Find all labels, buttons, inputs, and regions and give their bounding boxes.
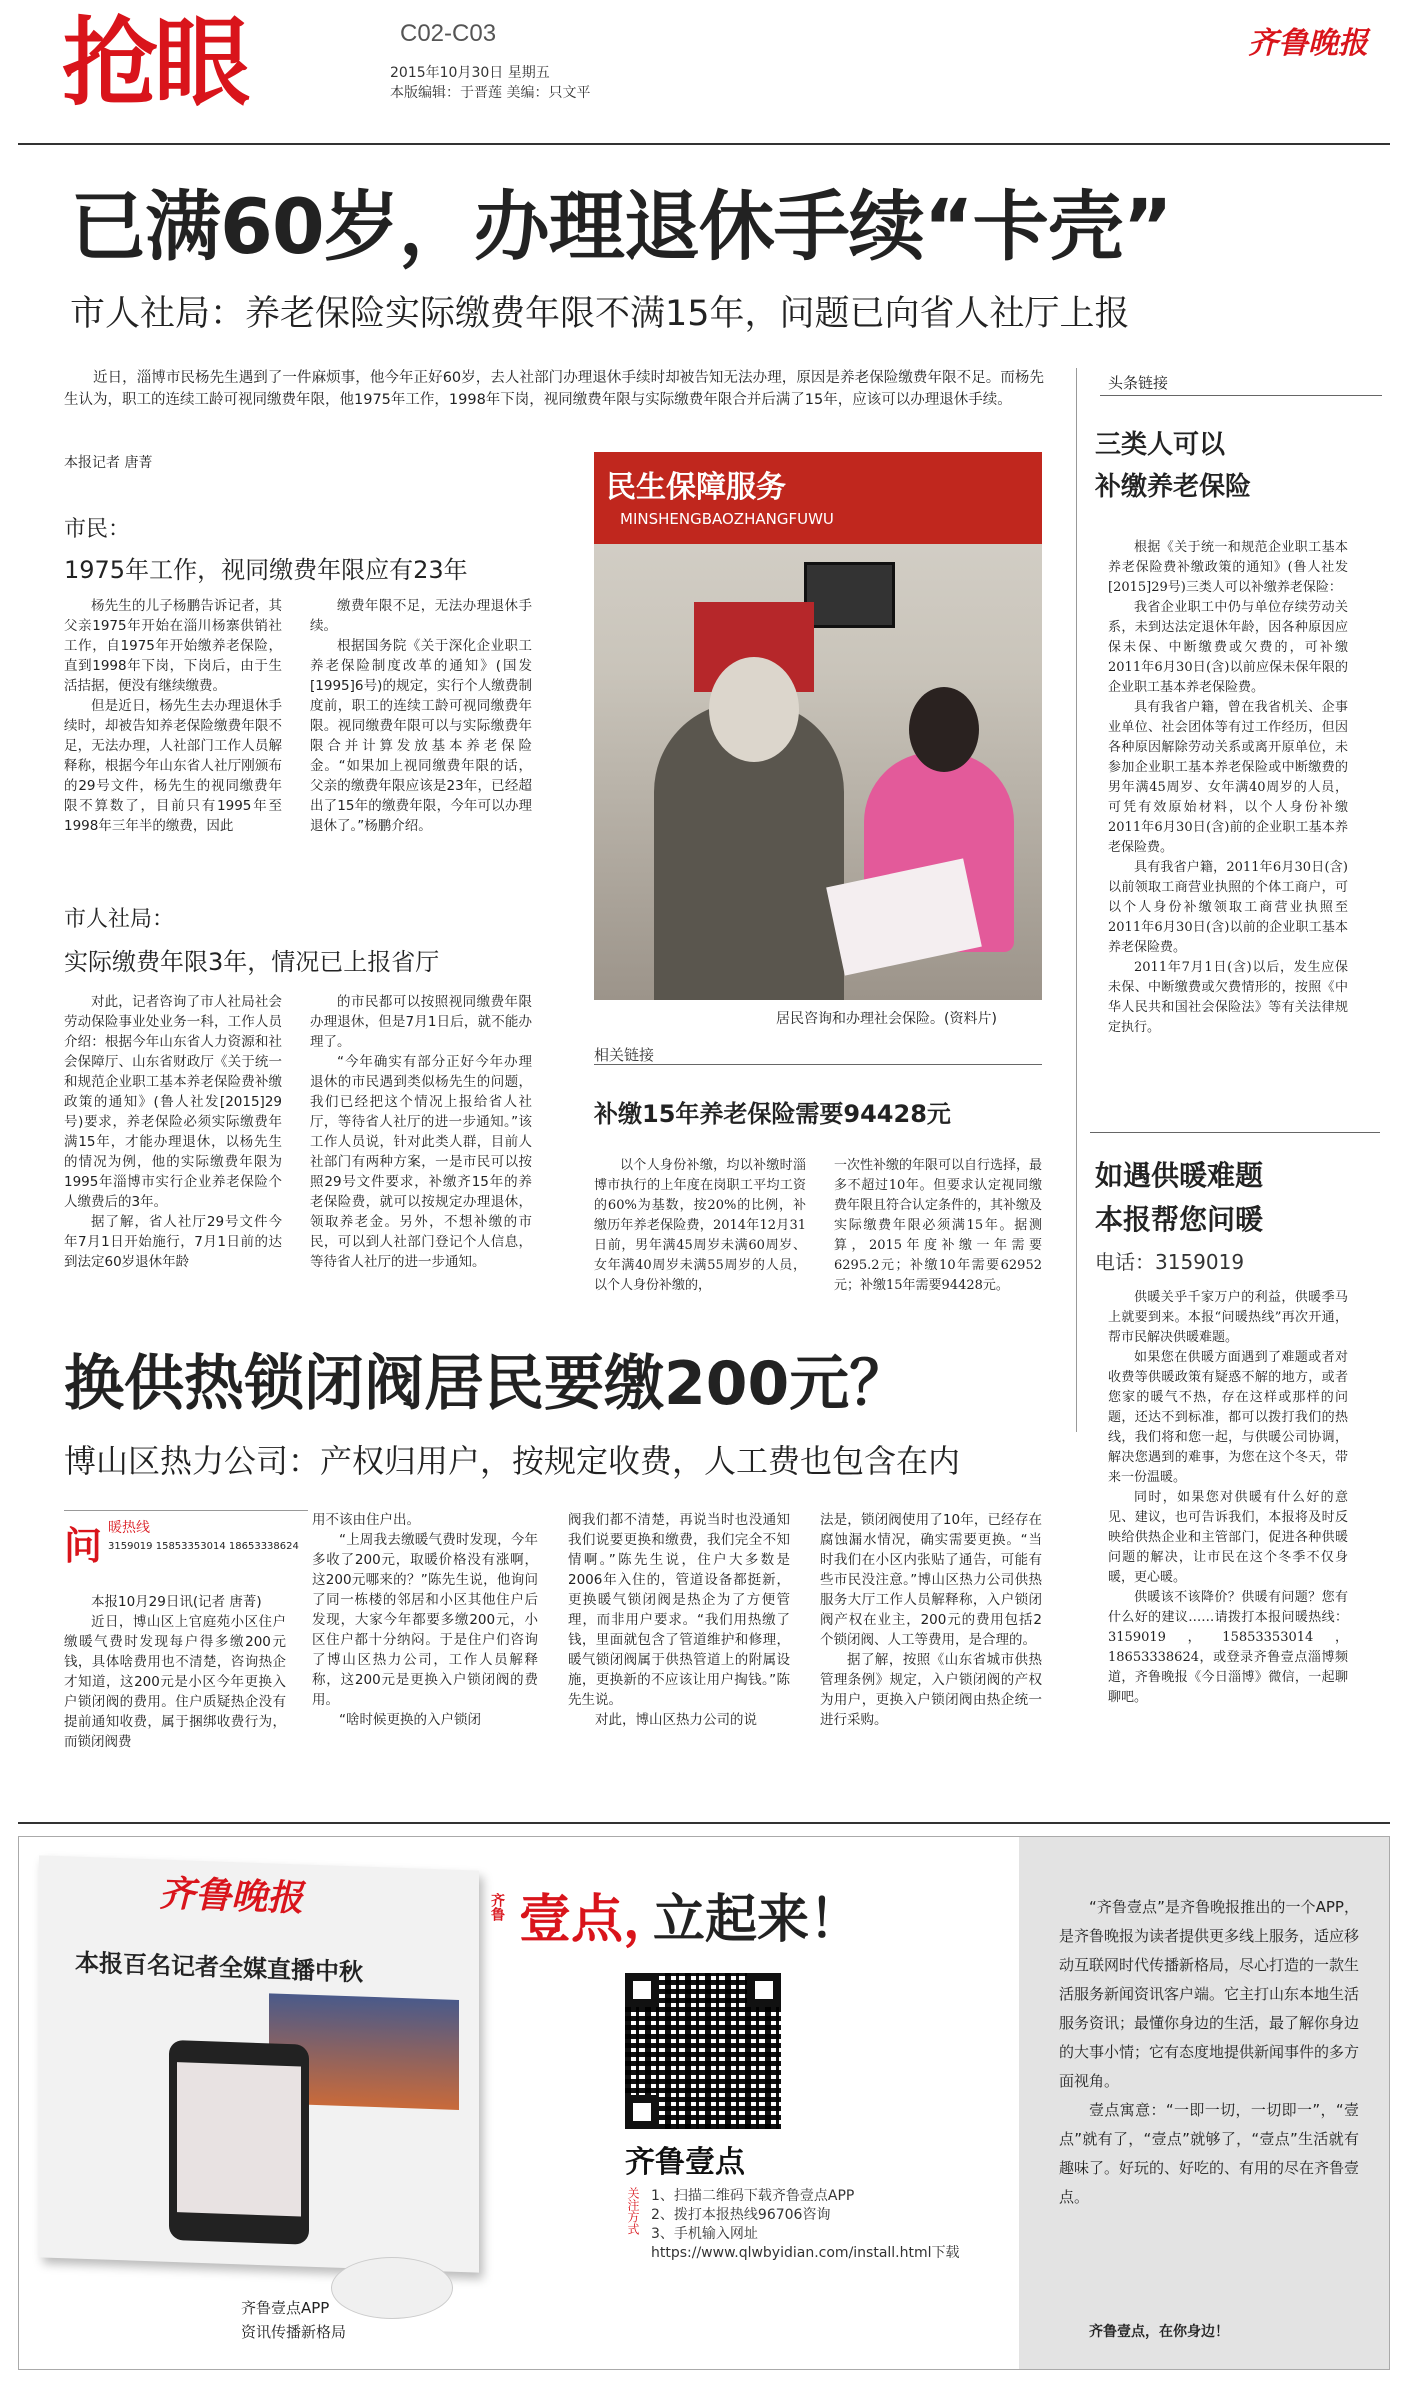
- paragraph: 根据《关于统一和规范企业职工基本养老保险费补缴政策的通知》(鲁人社发[2015]29号)三类人可以补缴养老保险：: [1108, 540, 1348, 595]
- sidebar-title1: 三类人可以: [1095, 430, 1226, 460]
- story1-headline: 已满60岁，办理退休手续“卡壳”: [70, 182, 1172, 271]
- paragraph: 杨先生的儿子杨鹏告诉记者，其父亲1975年开始在淄川杨寨供销社工作，自1975年开始缴养老保险，直到1998年下岗，下岗后，由于生活拮据，便没有继续缴费。: [64, 598, 282, 694]
- photo-caption: 居民咨询和办理社会保险。(资料片): [776, 1011, 997, 1027]
- paragraph: 用不该由住户出。: [312, 1512, 420, 1528]
- paragraph: 缴费年限不足，无法办理退休手续。: [310, 598, 532, 634]
- editor-line: 本版编辑：于晋莲 美编：只文平: [390, 85, 591, 101]
- section2-col2: [310, 992, 532, 1302]
- ad-phone: [169, 2040, 309, 2245]
- ad-box: [18, 1836, 1390, 2370]
- ad-paper-brand: 齐鲁晚报: [159, 1872, 304, 1920]
- bottom-rule: [18, 1822, 1390, 1824]
- paragraph: 壹点寓意：“一即一切，一切即一”，“壹点”就有了，“壹点”就够了，“壹点”生活就有趣味了。好玩的、好吃的、有用的尽在齐鲁壹点。: [1059, 2101, 1360, 2206]
- section1-title: 1975年工作，视同缴费年限应有23年: [64, 556, 468, 584]
- section1-col2: [310, 596, 532, 886]
- qr-label: 齐鲁壹点: [625, 2145, 745, 2180]
- ad-step: 3、手机输入网址: [651, 2226, 758, 2242]
- story2-col4: [820, 1510, 1042, 1802]
- ad-slogan-prefix: 齐鲁: [489, 1893, 505, 1921]
- section2-title: 实际缴费年限3年，情况已上报省厅: [64, 948, 440, 976]
- paragraph: 对此，记者咨询了市人社局社会劳动保险事业处业务一科，工作人员介绍：根据今年山东省人力资源和社会保障厅、山东省财政厅《关于统一和规范企业职工基本养老保险费补缴政策的通知》(鲁人社发[2015]29号)要求，养老保险必须实际缴费年满15年，才能办理退休，以杨先生的情况为例，他的实际缴费年限为1995年淄博市实行企业养老保险个人缴费后的3年。: [64, 994, 282, 1210]
- story1-subhead: 市人社局：养老保险实际缴费年限不满15年，问题已向省人社厅上报: [70, 294, 1130, 334]
- section-logo: 抢眼: [62, 7, 246, 119]
- related-title: 补缴15年养老保险需要94428元: [594, 1100, 951, 1128]
- ad-phone-screen: [177, 2062, 301, 2216]
- hotline-logo-text: 暖热线: [108, 1520, 150, 1536]
- ad-app-caption1: 齐鲁壹点APP: [241, 2299, 330, 2317]
- paragraph: 供暖关乎千家万户的利益，供暖季马上就要到来。本报“问暖热线”再次开通，帮市民解决供暖难题。: [1108, 1290, 1348, 1345]
- paragraph: 根据国务院《关于深化企业职工养老保险制度改革的通知》(国发[1995]6号)的规定，实行个人缴费制度前，职工的连续工龄可视同缴费年限。视同缴费年限可以与实际缴费年限合并计算发放基本养老保险金。“如果加上视同缴费年限的话，父亲的缴费年限应该是23年，已经超出了15年的缴费年限，今年可以办理退休了。”杨鹏介绍。: [310, 638, 532, 834]
- ad-paper-headline: 本报百名记者全媒直播中秋: [75, 1948, 363, 1987]
- hotline-body: [1108, 1288, 1348, 1705]
- ad-steps: [651, 2187, 960, 2263]
- brand-logo: 齐鲁晚报: [1248, 26, 1368, 61]
- ad-slogan-rest: 立起来！: [653, 1890, 862, 1950]
- story2-col1: [64, 1592, 286, 1802]
- hotline-phone: 电话：3159019: [1095, 1250, 1245, 1274]
- photo-sign-pinyin: MINSHENGBAOZHANGFUWU: [620, 510, 834, 528]
- page-numbers: C02-C03: [400, 20, 497, 47]
- paragraph: 我省企业职工中仍与单位存续劳动关系，未到达法定退休年龄，因各种原因应保未保、中断缴费或欠费的，可补缴2011年6月30日(含)以前应保未保年限的企业职工基本养老保险费。: [1108, 600, 1348, 695]
- sidebar-body: [1108, 538, 1348, 1038]
- ad-slogan-brand: 壹点，: [519, 1890, 676, 1950]
- hotline-title1: 如遇供暖难题: [1095, 1159, 1264, 1192]
- paragraph: 据了解，省人社厅29号文件今年7月1日开始施行，7月1日前的达到法定60岁退休年龄: [64, 1214, 282, 1270]
- date-line: 2015年10月30日 星期五: [390, 65, 550, 81]
- ad-step: 1、扫描二维码下载齐鲁壹点APP: [651, 2188, 855, 2204]
- section2-label: 市人社局：: [64, 907, 175, 932]
- sidebar-divider: [1076, 368, 1077, 1432]
- related-label: 相关链接: [594, 1046, 655, 1064]
- hotline-logo-char: 问: [64, 1524, 103, 1568]
- ad-info-text: [1059, 1893, 1359, 2212]
- story2-col3: [568, 1510, 790, 1802]
- paragraph: 具有我省户籍，曾在我省机关、企事业单位、社会团体等有过工作经历，但因各种原因解除劳动关系或离开原单位，未参加企业职工基本养老保险或中断缴费的男年满45周岁、女年满40周岁的人员，可凭有效原始材料，以个人身份补缴2011年6月30日(含)前的企业职工基本养老保险费。: [1108, 700, 1348, 855]
- masthead-rule: [18, 143, 1390, 145]
- photo-woman-head: [909, 687, 979, 772]
- photo-paper: [826, 858, 982, 975]
- photo-sign-text: 民生保障服务: [606, 470, 786, 505]
- story1-byline: 本报记者 唐菁: [64, 455, 153, 471]
- sidebar-title2: 补缴养老保险: [1095, 472, 1252, 502]
- paragraph: 的市民都可以按照视同缴费年限办理退休，但是7月1日后，就不能办理了。: [310, 994, 532, 1050]
- story2-headline: 换供热锁闭阀居民要缴200元？: [64, 1349, 910, 1419]
- sidebar-mid-rule: [1090, 1132, 1380, 1133]
- photo-man-head: [709, 657, 799, 762]
- paragraph: 近日，博山区上官庭苑小区住户缴暖气费时发现每户得多缴200元钱，具体啥费用也不清楚，咨询热企才知道，这200元是小区今年更换入户锁闭阀的费用。住户质疑热企没有提前通知收费，属于捆绑收费行为，而锁闭阀费: [64, 1614, 286, 1750]
- story2-subhead: 博山区热力公司：产权归用户，按规定收费，人工费也包含在内: [64, 1442, 961, 1480]
- ad-app-caption2: 资讯传播新格局: [241, 2323, 347, 2341]
- paragraph: 供暖该不该降价？供暖有问题？您有什么好的建议……请拨打本报问暖热线：3159019，15853353014，18653338624，或登录齐鲁壹点淄博频道，齐鲁晚报《今日淄博》微信，一起聊聊吧。: [1108, 1590, 1348, 1705]
- qr-corner-tr: [747, 1973, 781, 2007]
- qr-corner-bl: [625, 2095, 659, 2129]
- story1-lead: 近日，淄博市民杨先生遇到了一件麻烦事，他今年正好60岁，去人社部门办理退休手续时却被告知无法办理，原因是养老保险缴费年限不足。而杨先生认为，职工的连续工龄可视同缴费年限，他1975年工作，1998年下岗，视同缴费年限与实际缴费年限合并后满了15年，应该可以办理退休手续。: [64, 370, 1044, 408]
- related-col2: 一次性补缴的年限可以自行选择，最多不超过10年。但要求认定视同缴费年限且符合认定条件的，其补缴及实际缴费年限必须满15年。据测算，2015年度补缴一年需要6295.2元；补缴10年需要62952元；补缴15年需要94428元。: [834, 1158, 1043, 1293]
- paragraph: “上周我去缴暖气费时发现，今年多收了200元，取暖价格没有涨啊，这200元哪来的？”陈先生说，他询问了同一栋楼的邻居和小区其他住户后发现，大家今年都要多缴200元，小区住户都十分纳闷。于是住户们咨询了博山区热力公司，工作人员解释称，这200元是更换入户锁闭阀的费用。: [312, 1532, 538, 1708]
- paragraph: “啥时候更换的入户锁闭: [339, 1712, 481, 1728]
- photo-tv: [804, 562, 895, 628]
- hotline-title2: 本报帮您问暖: [1095, 1203, 1264, 1236]
- paragraph: 但是近日，杨先生去办理退休手续时，却被告知养老保险缴费年限不足，无法办理，人社部门工作人员解释称，根据今年山东省人社厅刚颁布的29号文件，杨先生的视同缴费年限不算数了，目前只有1995年至1998年三年半的缴费，因此: [64, 698, 282, 834]
- paragraph: 本报10月29日讯(记者 唐菁): [91, 1594, 262, 1610]
- paragraph: “齐鲁壹点”是齐鲁晚报推出的一个APP，是齐鲁晚报为读者提供更多线上服务，适应移动互联网时代传播新格局，尽心打造的一款生活服务新闻资讯客户端。它主打山东本地生活服务资讯；最懂你身边的生活，最了解你身边的大事小情；它有态度地提供新闻事件的多方面视角。: [1059, 1898, 1360, 2090]
- paragraph: 据了解，按照《山东省城市供热管理条例》规定，入户锁闭阀的产权为用户，更换入户锁闭阀由热企统一进行采购。: [820, 1652, 1042, 1728]
- paragraph: 如果您在供暖方面遇到了难题或者对收费等供暖政策有疑惑不解的地方，或者您家的暖气不热，存在这样或那样的问题，还达不到标准，都可以拨打我们的热线，我们将和您一起，与供暖公司协调，解决您遇到的难事，为您在这个冬天，带来一份温暖。: [1108, 1350, 1348, 1485]
- paragraph: 同时，如果您对供暖有什么好的意见、建议，也可告诉我们，本报将及时反映给供热企业和主管部门，促进各种供暖问题的解决，让市民在这个冬季不仅身暖，更心暖。: [1108, 1490, 1348, 1585]
- news-photo: [594, 452, 1042, 1000]
- sidebar-label: 头条链接: [1108, 374, 1169, 392]
- paragraph: 阀我们都不清楚，再说当时也没通知我们说要更换和缴费，我们完全不知情啊。”陈先生说，住户大多数是2006年入住的，管道设备都挺新，更换暖气锁闭阀是热企为了方便管理，而非用户要求。“我们用热缴了钱，里面就包含了管道维护和修理，暖气锁闭阀属于供热管道上的附属设施，更换新的不应该让用户掏钱。”陈先生说。: [568, 1512, 790, 1708]
- hotline-logo: [64, 1510, 308, 1568]
- ad-url[interactable]: https://www.qlwbyidian.com/install.html下载: [651, 2245, 960, 2261]
- ad-newspaper: [39, 1855, 479, 2272]
- paragraph: 2011年7月1日(含)以后，发生应保未保、中断缴费或欠费情形的，按照《中华人民共和国社会保险法》等有关法律规定执行。: [1108, 960, 1348, 1035]
- ad-signoff: 齐鲁壹点，在你身边！: [1089, 2324, 1229, 2340]
- paragraph: 对此，博山区热力公司的说: [595, 1712, 757, 1728]
- related-col1: 以个人身份补缴，均以补缴时淄博市执行的上年度在岗职工平均工资的60%为基数，按20%的比例，补缴历年养老保险费，2014年12月31日前，男年满45周岁未满60周岁、女年满40周岁未满55周岁的人员，以个人身份补缴的，: [594, 1158, 806, 1293]
- paragraph: 法是，锁闭阀使用了10年，已经存在腐蚀漏水情况，确实需要更换。“当时我们在小区内张贴了通告，可能有些市民没注意。”博山区热力公司供热服务大厅工作人员解释称，入户锁闭阀产权在业主，200元的费用包括2个锁闭阀、人工等费用，是合理的。: [820, 1512, 1042, 1648]
- hotline-logo-phones: 3159019 15853353014 18653338624: [108, 1541, 299, 1552]
- story2-col2: [312, 1510, 538, 1802]
- ad-follow-label: 关注方式: [626, 2187, 640, 2235]
- qr-corner-tl: [625, 1973, 659, 2007]
- section1-label: 市民：: [64, 517, 131, 542]
- sidebar-label-rule: [1100, 395, 1382, 396]
- ad-mouse: [331, 2257, 453, 2319]
- section1-col1: [64, 596, 282, 886]
- section2-col1: [64, 992, 282, 1302]
- paragraph: 具有我省户籍，2011年6月30日(含)以前领取工商营业执照的个体工商户，可以个人身份补缴领取工商营业执照至2011年6月30日(含)以前的企业职工基本养老保险费。: [1108, 860, 1348, 955]
- paragraph: “今年确实有部分正好今年办理退休的市民遇到类似杨先生的问题，我们已经把这个情况上报给省人社厅，等待省人社厅的进一步通知。”该工作人员说，针对此类人群，目前人社部门有两种方案，一是市民可以按照29号文件要求，补缴齐15年的养老保险费，就可以按规定办理退休，领取养老金。另外，不想补缴的市民，可以到人社部门登记个人信息，等待省人社厅的进一步通知。: [310, 1054, 532, 1270]
- ad-info-panel: [1019, 1837, 1389, 2369]
- related-rule: [594, 1064, 1042, 1065]
- photo-sign: [594, 452, 1042, 544]
- ad-step: 2、拨打本报热线96706咨询: [651, 2207, 831, 2223]
